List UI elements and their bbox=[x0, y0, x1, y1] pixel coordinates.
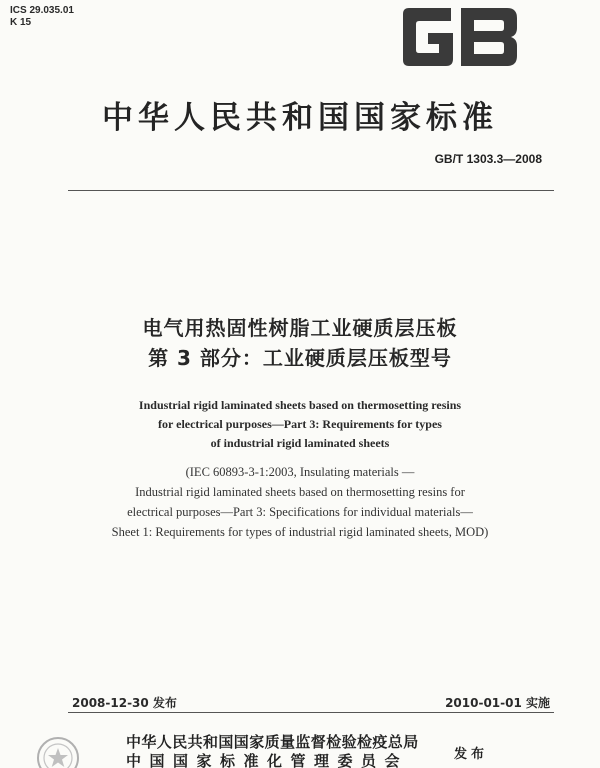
issuing-authorities bbox=[126, 733, 419, 768]
chinese-title-line-1: 电气用热固性树脂工业硬质层压板 bbox=[142, 316, 458, 340]
iec-reference-line-1: (IEC 60893-3-1:2003, Insulating materials — bbox=[185, 465, 415, 479]
ics-code: ICS 29.035.01 bbox=[10, 5, 74, 16]
top-divider bbox=[68, 190, 554, 191]
standard-number: GB/T 1303.3—2008 bbox=[434, 152, 542, 166]
iec-reference bbox=[20, 462, 580, 542]
classification-codes bbox=[10, 5, 74, 29]
implementation-date: 2010-01-01 实施 bbox=[445, 696, 550, 710]
iec-reference-line-3: electrical purposes—Part 3: Specifications for individual materials— bbox=[127, 505, 473, 519]
issue-label: 发布 bbox=[454, 747, 489, 762]
english-title-line-3: of industrial rigid laminated sheets bbox=[210, 436, 390, 450]
issuer-aqsiq: 中华人民共和国国家质量监督检验检疫总局 bbox=[126, 733, 419, 751]
iec-reference-line-4: Sheet 1: Requirements for types of industrial rigid laminated sheets, MOD) bbox=[111, 525, 489, 539]
seal-icon bbox=[36, 736, 80, 768]
issue-date: 2008-12-30 发布 bbox=[72, 696, 177, 710]
national-standard-title: 中华人民共和国国家标准 bbox=[102, 100, 498, 136]
ccs-code: K 15 bbox=[10, 17, 32, 28]
gb-logo-icon bbox=[395, 4, 523, 70]
english-title-line-2: for electrical purposes—Part 3: Requirements for types bbox=[158, 417, 442, 431]
chinese-title-line-2: 第 3 部分：工业硬质层压板型号 bbox=[148, 346, 452, 370]
iec-reference-line-2: Industrial rigid laminated sheets based on thermosetting resins for bbox=[135, 485, 465, 499]
english-title-line-1: Industrial rigid laminated sheets based on thermosetting resins bbox=[138, 398, 462, 412]
english-title bbox=[40, 396, 560, 453]
bottom-divider bbox=[68, 712, 554, 713]
issuer-sac: 中国国家标准化管理委员会 bbox=[126, 752, 409, 768]
